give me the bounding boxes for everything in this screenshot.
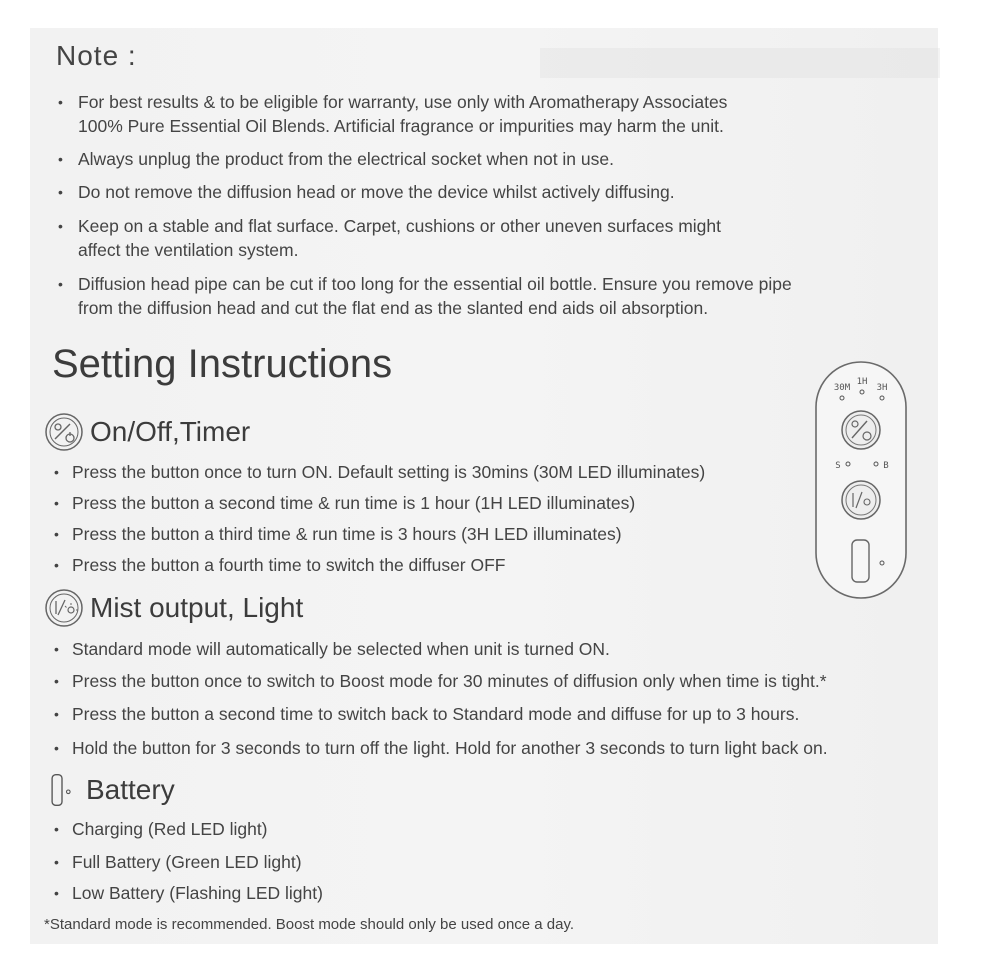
- led-30m-label: 30M: [833, 383, 851, 393]
- setting-instructions-title: Setting Instructions: [52, 342, 393, 386]
- bleed-through-decoration: [520, 38, 940, 378]
- led-1h-label: 1H: [856, 377, 868, 387]
- mist-button-icon: [44, 588, 84, 628]
- note-item: • For best results & to be eligible for warranty, use only with Aromatherapy Associates 100% Pure Essential Oil Blends. Artificial fragrance or impurities may harm the unit.: [58, 90, 727, 138]
- timer-item: • Press the button a second time & run time is 1 hour (1H LED illuminates): [54, 491, 635, 515]
- battery-icon: [44, 770, 80, 810]
- mist-heading: [44, 588, 303, 628]
- battery-item: • Full Battery (Green LED light): [54, 850, 302, 874]
- battery-item: • Charging (Red LED light): [54, 817, 268, 841]
- timer-heading: [44, 412, 250, 452]
- battery-heading: [44, 770, 175, 810]
- mist-title: Mist output, Light: [90, 592, 304, 623]
- mist-item: • Standard mode will automatically be selected when unit is turned ON.: [54, 637, 610, 661]
- mist-item: • Press the button once to switch to Boost mode for 30 minutes of diffusion only when time is tight.*: [54, 669, 827, 693]
- timer-button-icon: [44, 412, 84, 452]
- battery-title: Battery: [86, 774, 175, 805]
- mist-button[interactable]: [842, 481, 880, 519]
- led-s-label: S: [835, 461, 841, 471]
- note-item: • Diffusion head pipe can be cut if too long for the essential oil bottle. Ensure you remove pipe from the diffusion head and cut the flat end as the slanted end aids oil absorption.: [58, 272, 792, 320]
- battery-item: • Low Battery (Flashing LED light): [54, 881, 323, 905]
- timer-button[interactable]: [842, 411, 880, 449]
- mist-item: • Press the button a second time to switch back to Standard mode and diffuse for up to 3 hours.: [54, 702, 799, 726]
- note-item: • Do not remove the diffusion head or move the device whilst actively diffusing.: [58, 180, 675, 204]
- led-b-label: B: [883, 461, 889, 471]
- footnote: *Standard mode is recommended. Boost mode should only be used once a day.: [44, 916, 575, 933]
- note-item: • Always unplug the product from the electrical socket when not in use.: [58, 147, 614, 171]
- note-item: • Keep on a stable and flat surface. Carpet, cushions or other uneven surfaces might affect the ventilation system.: [58, 214, 721, 262]
- timer-item: • Press the button a fourth time to switch the diffuser OFF: [54, 553, 505, 577]
- timer-item: • Press the button a third time & run time is 3 hours (3H LED illuminates): [54, 522, 622, 546]
- timer-title: On/Off,Timer: [90, 416, 251, 447]
- timer-item: • Press the button once to turn ON. Default setting is 30mins (30M LED illuminates): [54, 460, 705, 484]
- diffuser-remote-illustration: [812, 360, 910, 602]
- mist-item: • Hold the button for 3 seconds to turn off the light. Hold for another 3 seconds to turn light back on.: [54, 736, 828, 760]
- led-3h-label: 3H: [876, 383, 888, 393]
- note-title: Note :: [56, 40, 137, 71]
- bleed-through-text: [520, 38, 940, 378]
